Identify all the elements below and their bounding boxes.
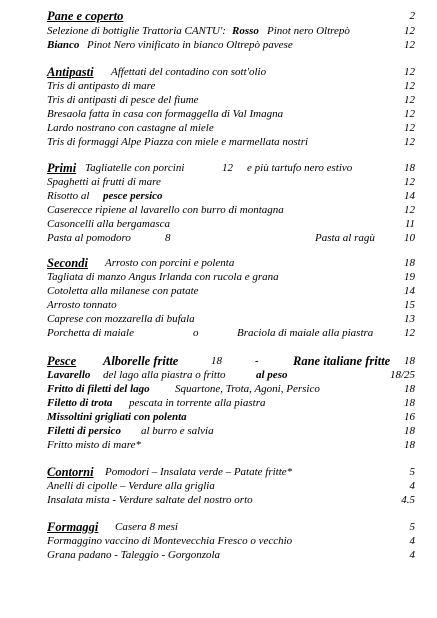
menu-item	[47, 24, 415, 38]
item-name: Caserecce ripiene al lavarello con burro di montagna	[47, 204, 284, 216]
item-separator: o	[193, 327, 199, 339]
item-name: Anelli di cipolle – Verdure alla griglia	[47, 480, 215, 492]
item-price: 12	[404, 204, 415, 216]
section-title: Antipasti	[47, 65, 94, 79]
item-name-bold: Filetto di trota	[47, 397, 113, 409]
menu-item	[47, 354, 415, 368]
item-price: 4	[409, 535, 415, 547]
item-price: 4	[409, 549, 415, 561]
item-price: 11	[404, 218, 415, 230]
item-name: Tris di formaggi Alpe Piazza con miele e marmellata nostri	[47, 136, 309, 148]
section-title: Secondi	[47, 256, 88, 270]
item-name: Tris di antipasto di mare	[47, 80, 156, 92]
menu-item	[47, 79, 415, 93]
item-price: 12	[404, 108, 415, 120]
item-name: Risotto al	[47, 190, 90, 202]
item-price: 18	[211, 355, 222, 367]
item-name: Spaghetti ai frutti di mare	[47, 176, 161, 188]
item-price: 14	[404, 285, 415, 297]
item-price: 18	[404, 257, 415, 269]
item-name-bold: Rane italiane fritte	[293, 354, 391, 368]
item-name: Insalata mista - Verdure saltate del nostro orto	[47, 494, 253, 506]
item-name: Caprese con mozzarella di bufala	[47, 313, 195, 325]
item-price: 12	[404, 327, 415, 339]
item-price: 12	[404, 136, 415, 148]
item-price: 2	[409, 10, 415, 22]
item-name-bold: Alborelle fritte	[103, 354, 179, 368]
item-price: 13	[404, 313, 415, 325]
menu-item	[47, 93, 415, 107]
menu-item	[47, 438, 415, 452]
item-name: Formaggino vaccino di Montevecchia Fresco o vecchio	[47, 535, 293, 547]
item-price: 18	[404, 397, 415, 409]
item-name-bold: Missoltini grigliati con polenta	[47, 411, 187, 423]
item-description: Squartone, Trota, Agoni, Persico	[175, 383, 320, 395]
item-name: Tagliatelle con porcini	[85, 162, 185, 174]
item-price: 12	[404, 39, 415, 51]
item-price: 10	[404, 232, 415, 244]
menu-item	[47, 38, 415, 52]
item-name: Bresaola fatta in casa con formaggella di Val Imagna	[47, 108, 284, 120]
item-price: 14	[404, 190, 415, 202]
item-price: 4.5	[401, 494, 415, 506]
item-separator: -	[255, 355, 259, 367]
item-price: 18/25	[389, 369, 415, 381]
section-title: Pesce	[47, 354, 77, 368]
item-price: 18	[404, 425, 415, 437]
section-title: Primi	[47, 161, 77, 175]
item-price: 18	[404, 162, 415, 174]
item-name: Affettati del contadino con sott'olio	[111, 66, 267, 78]
item-name: Tris di antipasti di pesce del fiume	[47, 94, 199, 106]
menu-item	[47, 479, 415, 493]
item-name-bold: Lavarello	[47, 369, 91, 381]
menu-item	[47, 161, 415, 175]
item-price: 18	[404, 355, 415, 367]
item-name-bold: Rosso	[232, 25, 259, 37]
item-name: Pomodori – Insalata verde – Patate fritte*	[105, 466, 293, 478]
item-description: Pinot nero Oltrepò	[267, 25, 350, 37]
menu-item	[47, 326, 415, 340]
item-price: 5	[409, 466, 415, 478]
menu-item	[47, 465, 415, 479]
item-price: 18	[404, 383, 415, 395]
menu-item	[47, 217, 415, 231]
menu-item	[47, 368, 415, 382]
menu-item	[47, 424, 415, 438]
menu-item	[47, 382, 415, 396]
item-name: Arrosto tonnato	[47, 299, 117, 311]
item-name-bold: Bianco	[47, 39, 80, 51]
item-price: 12	[404, 176, 415, 188]
section-title: Pane e coperto	[47, 9, 124, 23]
menu-item	[47, 189, 415, 203]
item-name: Porchetta di maiale	[47, 327, 134, 339]
menu-item	[47, 312, 415, 326]
item-price: 5	[409, 521, 415, 533]
item-price: 4	[409, 480, 415, 492]
menu-item	[47, 298, 415, 312]
item-name: Braciola di maiale alla piastra	[237, 327, 374, 339]
item-description: pescata in torrente alla piastra	[129, 397, 266, 409]
menu-item	[47, 231, 415, 245]
item-name: Fritto misto di mare*	[47, 439, 142, 451]
item-name: Casoncelli alla bergamasca	[47, 218, 171, 230]
item-name: Lardo nostrano con castagne al miele	[47, 122, 214, 134]
item-description: del lago alla piastra o fritto	[103, 369, 226, 381]
item-name: Arrosto con porcini e polenta	[105, 257, 235, 269]
menu-item	[47, 107, 415, 121]
menu-item	[47, 396, 415, 410]
item-name-bold: Fritto di filetti del lago	[47, 383, 150, 395]
item-name-bold: Filetti di persico	[47, 425, 121, 437]
item-name: Pasta al ragù	[315, 232, 375, 244]
item-price: 12	[404, 25, 415, 37]
section-header-coperto	[47, 9, 415, 23]
item-price: 16	[404, 411, 415, 423]
section-title: Contorni	[47, 465, 94, 479]
item-price: 19	[404, 271, 415, 283]
item-name: Casera 8 mesi	[115, 521, 178, 533]
item-price: 8	[165, 232, 171, 244]
menu-item	[47, 520, 415, 534]
menu-item	[47, 270, 415, 284]
menu-item	[47, 534, 415, 548]
item-price: 18	[404, 439, 415, 451]
item-price: 12	[222, 162, 233, 174]
menu-item	[47, 121, 415, 135]
item-name: Selezione di bottiglie Trattoria CANTU':	[47, 25, 226, 37]
item-description: e più tartufo nero estivo	[247, 162, 353, 174]
item-name-bold: pesce persico	[103, 190, 163, 202]
item-description: al burro e salvia	[141, 425, 214, 437]
menu-item	[47, 256, 415, 270]
item-name-bold: al peso	[256, 369, 288, 381]
item-price: 12	[404, 122, 415, 134]
menu-item	[47, 548, 415, 562]
menu-item	[47, 65, 415, 79]
menu-item	[47, 175, 415, 189]
item-price: 12	[404, 80, 415, 92]
item-price: 12	[404, 94, 415, 106]
item-name: Pasta al pomodoro	[47, 232, 131, 244]
menu-item	[47, 135, 415, 149]
item-price: 12	[404, 66, 415, 78]
item-name: Cotoletta alla milanese con patate	[47, 285, 199, 297]
section-title: Formaggi	[47, 520, 99, 534]
menu-item	[47, 410, 415, 424]
item-name: Tagliata di manzo Angus Irlanda con rucola e grana	[47, 271, 279, 283]
menu-item	[47, 203, 415, 217]
item-price: 15	[404, 299, 415, 311]
item-description: Pinot Nero vinificato in bianco Oltrepò pavese	[87, 39, 293, 51]
menu-item	[47, 284, 415, 298]
item-name: Grana padano - Taleggio - Gorgonzola	[47, 549, 221, 561]
menu-item	[47, 493, 415, 507]
